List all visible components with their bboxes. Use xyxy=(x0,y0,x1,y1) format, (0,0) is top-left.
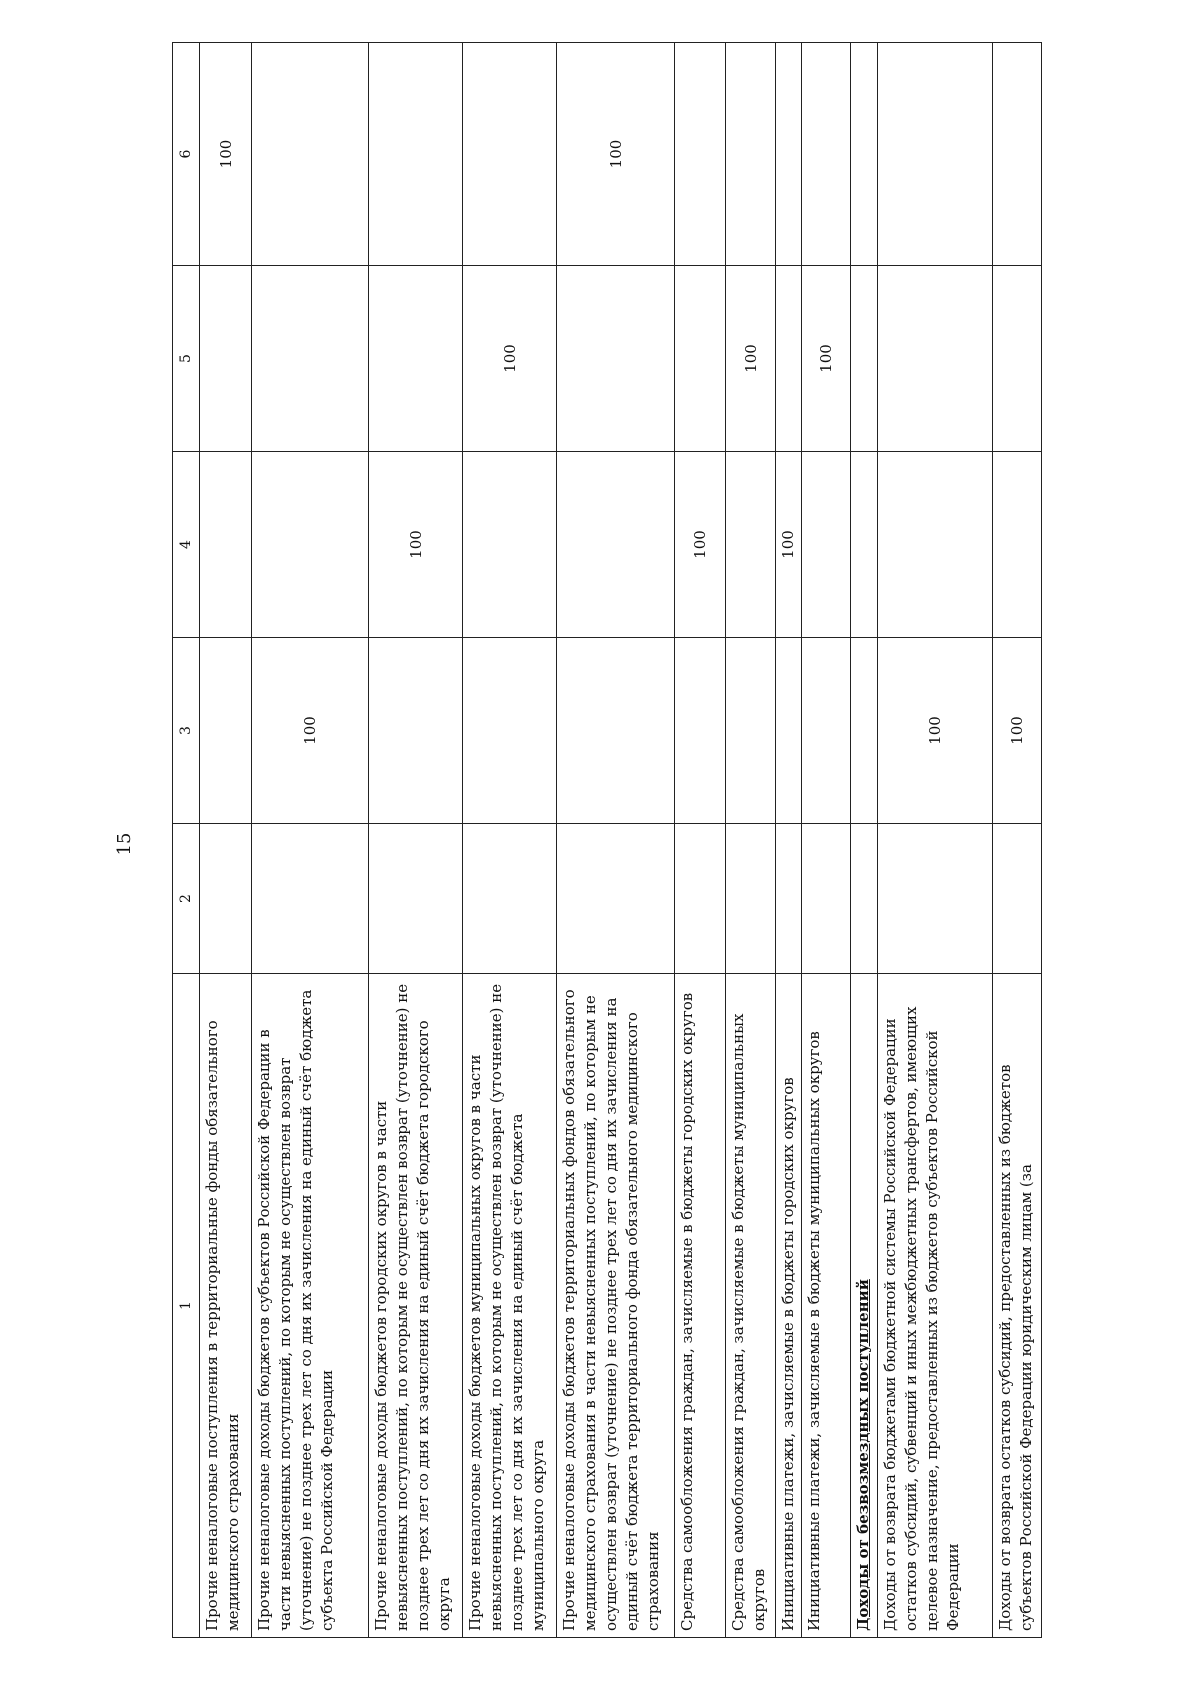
value-cell xyxy=(851,266,878,452)
value-cell xyxy=(802,824,851,974)
value-cell xyxy=(992,824,1041,974)
value-cell xyxy=(878,824,993,974)
value-cell xyxy=(557,266,675,452)
value-cell xyxy=(775,638,802,824)
value-cell: 100 xyxy=(802,266,851,452)
row-description: Доходы от возврата остатков субсидий, предоставленных из бюджетов субъектов Российской Федерации юридическим лицам (за xyxy=(992,974,1041,1638)
value-cell: 100 xyxy=(200,43,252,266)
table-row xyxy=(369,43,463,1638)
value-cell: 100 xyxy=(463,266,557,452)
value-cell xyxy=(675,43,726,266)
value-cell xyxy=(252,452,369,638)
table-row xyxy=(992,43,1041,1638)
value-cell xyxy=(252,824,369,974)
header-cell: 2 xyxy=(173,824,200,974)
value-cell xyxy=(726,638,775,824)
value-cell xyxy=(463,452,557,638)
value-cell: 100 xyxy=(369,452,463,638)
value-cell xyxy=(369,266,463,452)
value-cell: 100 xyxy=(675,452,726,638)
value-cell: 100 xyxy=(878,638,993,824)
header-cell: 3 xyxy=(173,638,200,824)
rotated-table-wrapper xyxy=(172,43,1042,1638)
table-row xyxy=(775,43,802,1638)
table-row xyxy=(463,43,557,1638)
table-row xyxy=(878,43,993,1638)
header-cell: 6 xyxy=(173,43,200,266)
row-description: Прочие неналоговые доходы бюджетов субъектов Российской Федерации в части невыясненных поступлений, по которым не осуществлен возврат (уточнение) не позднее трех лет со дня их зачисления на единый счёт бюджета субъекта Российской Федерации xyxy=(252,974,369,1638)
row-description: Доходы от возврата бюджетами бюджетной системы Российской Федерации остатков субсидий, субвенций и иных межбюджетных трансфертов, имеющих целевое назначение, предоставленных из бюджетов субъектов Российской Федерации xyxy=(878,974,993,1638)
value-cell xyxy=(726,824,775,974)
page-number: 15 xyxy=(114,832,135,856)
value-cell xyxy=(851,638,878,824)
value-cell: 100 xyxy=(557,43,675,266)
value-cell xyxy=(802,638,851,824)
value-cell xyxy=(557,452,675,638)
row-description: Средства самообложения граждан, зачисляемые в бюджеты городских округов xyxy=(675,974,726,1638)
value-cell xyxy=(675,266,726,452)
row-description: Прочие неналоговые доходы бюджетов городских округов в части невыясненных поступлений, по которым не осуществлен возврат (уточнение) не позднее трех лет со дня их зачисления на единый счёт бюджета городского округа xyxy=(369,974,463,1638)
value-cell xyxy=(463,638,557,824)
value-cell xyxy=(851,452,878,638)
table-row xyxy=(252,43,369,1638)
value-cell xyxy=(775,824,802,974)
value-cell xyxy=(851,824,878,974)
value-cell xyxy=(200,452,252,638)
value-cell xyxy=(775,266,802,452)
value-cell xyxy=(252,43,369,266)
value-cell xyxy=(878,266,993,452)
value-cell xyxy=(369,638,463,824)
row-description: Средства самообложения граждан, зачисляемые в бюджеты муниципальных округов xyxy=(726,974,775,1638)
value-cell: 100 xyxy=(775,452,802,638)
row-description: Инициативные платежи, зачисляемые в бюджеты городских округов xyxy=(775,974,802,1638)
row-description: Прочие неналоговые доходы бюджетов муниципальных округов в части невыясненных поступлений, по которым не осуществлен возврат (уточнение) не позднее трех лет со дня их зачисления на единый счёт бюджета муниципального округа xyxy=(463,974,557,1638)
value-cell xyxy=(200,824,252,974)
value-cell xyxy=(726,452,775,638)
table-row xyxy=(557,43,675,1638)
table-row xyxy=(200,43,252,1638)
value-cell xyxy=(252,266,369,452)
header-cell: 5 xyxy=(173,266,200,452)
value-cell xyxy=(463,43,557,266)
section-heading: Доходы от безвозмездных поступлений xyxy=(851,974,878,1638)
value-cell xyxy=(675,638,726,824)
table-row xyxy=(726,43,775,1638)
value-cell xyxy=(851,43,878,266)
table-row xyxy=(675,43,726,1638)
value-cell xyxy=(557,824,675,974)
value-cell xyxy=(992,43,1041,266)
value-cell xyxy=(726,43,775,266)
value-cell xyxy=(802,452,851,638)
row-description: Инициативные платежи, зачисляемые в бюджеты муниципальных округов xyxy=(802,974,851,1638)
revenue-distribution-table xyxy=(172,42,1042,1638)
value-cell xyxy=(200,638,252,824)
table-row xyxy=(802,43,851,1638)
value-cell xyxy=(802,43,851,266)
value-cell: 100 xyxy=(726,266,775,452)
value-cell xyxy=(878,452,993,638)
row-description: Прочие неналоговые поступления в территориальные фонды обязательного медицинского страхования xyxy=(200,974,252,1638)
value-cell xyxy=(878,43,993,266)
header-row xyxy=(173,43,200,1638)
section-heading-row xyxy=(851,43,878,1638)
value-cell xyxy=(200,266,252,452)
value-cell xyxy=(775,43,802,266)
value-cell xyxy=(992,452,1041,638)
value-cell: 100 xyxy=(992,638,1041,824)
value-cell xyxy=(369,824,463,974)
value-cell xyxy=(675,824,726,974)
value-cell: 100 xyxy=(252,638,369,824)
value-cell xyxy=(463,824,557,974)
value-cell xyxy=(992,266,1041,452)
row-description: Прочие неналоговые доходы бюджетов территориальных фондов обязательного медицинского страхования в части невыясненных поступлений, по которым не осуществлен возврат (уточнение) не позднее трех лет со дня их зачисления на единый счёт бюджета территориального фонда обязательного медицинского страхования xyxy=(557,974,675,1638)
value-cell xyxy=(557,638,675,824)
header-cell: 4 xyxy=(173,452,200,638)
value-cell xyxy=(369,43,463,266)
header-cell: 1 xyxy=(173,974,200,1638)
